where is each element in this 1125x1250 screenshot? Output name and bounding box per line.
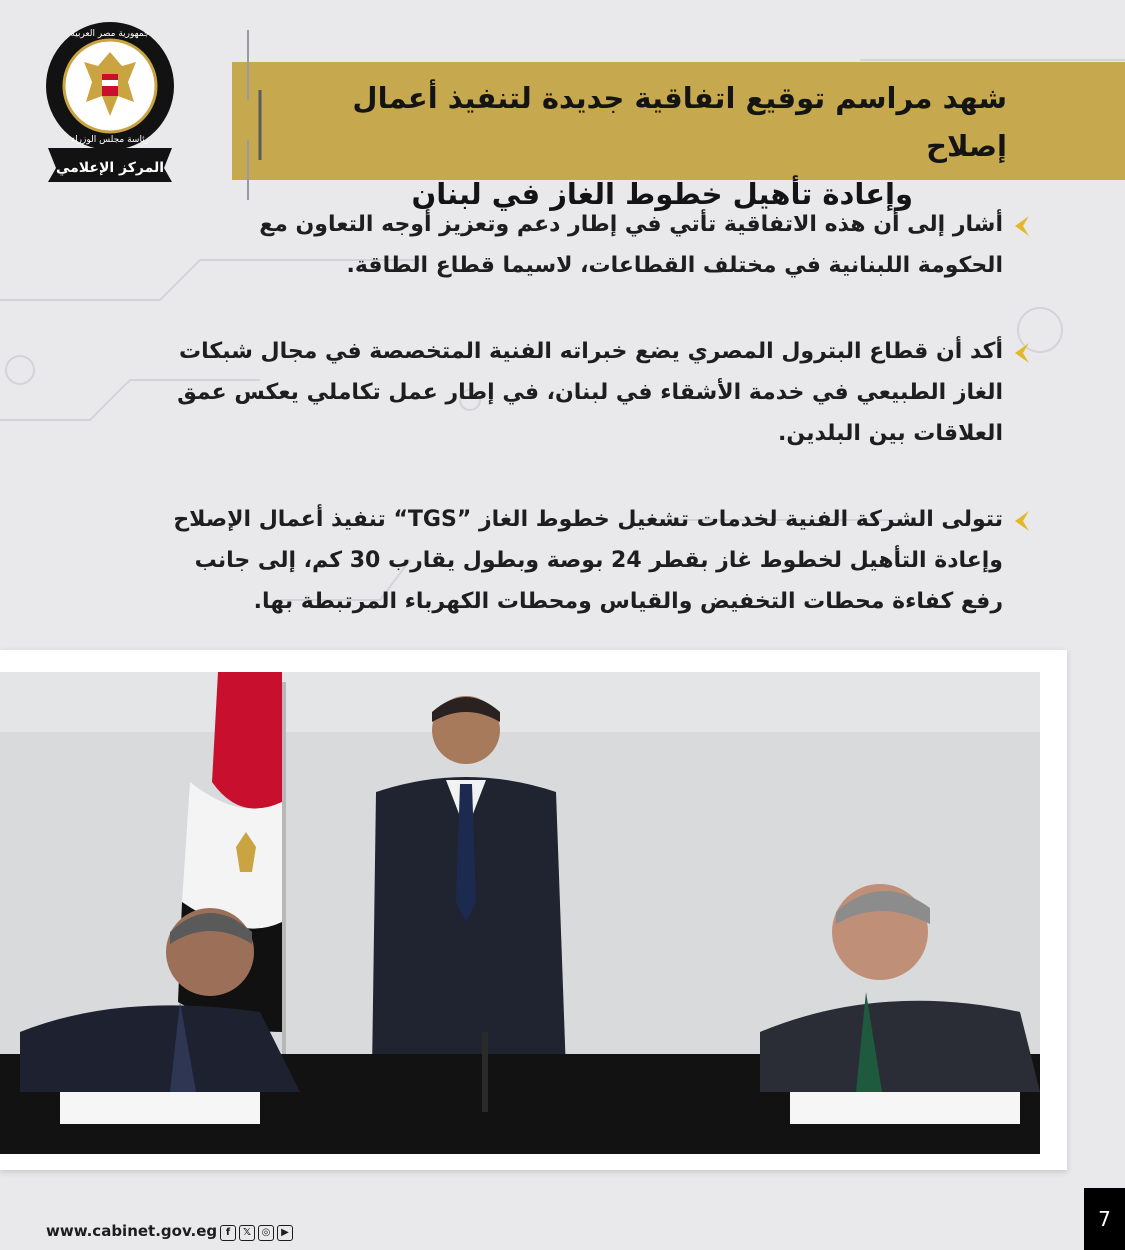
bullet-text: أشار إلى أن هذه الاتفاقية تأتي في إطار دعم وتعزيز أوجه التعاون مع الحكومة اللبنانية في مختلف القطاعات، لاسيما قطاع الطاقة. xyxy=(259,212,1003,278)
bullet-item xyxy=(173,331,1033,454)
page-title xyxy=(307,74,1007,218)
gold-arrow-icon xyxy=(1009,509,1033,533)
bullet-list xyxy=(173,204,1033,667)
bullet-text: أكد أن قطاع البترول المصري يضع خبراته الفنية المتخصصة في مجال شبكات الغاز الطبيعي في خدمة الأشقاء في لبنان، في إطار عمل تكاملي يعكس عمق العلاقات بين البلدين. xyxy=(177,339,1003,446)
logo-bottom-text: رئاسة مجلس الوزراء xyxy=(70,135,150,145)
logo-top-text: جمهورية مصر العربية xyxy=(70,29,150,39)
title-decoration xyxy=(240,30,270,200)
signing-ceremony-photo xyxy=(0,672,1040,1154)
website-url[interactable]: www.cabinet.gov.eg xyxy=(46,1222,218,1240)
gold-arrow-icon xyxy=(1009,341,1033,365)
instagram-icon[interactable]: ◎ xyxy=(258,1225,274,1241)
facebook-icon[interactable]: f xyxy=(220,1225,236,1241)
bullet-item xyxy=(173,499,1033,622)
bullet-item xyxy=(173,204,1033,286)
title-line-2: وإعادة تأهيل خطوط الغاز في لبنان xyxy=(411,177,913,211)
youtube-icon[interactable]: ▶ xyxy=(277,1225,293,1241)
gold-arrow-icon xyxy=(1009,214,1033,238)
x-icon[interactable]: 𝕏 xyxy=(239,1225,255,1241)
bullet-text: تتولى الشركة الفنية لخدمات تشغيل خطوط الغاز ”TGS“ تنفيذ أعمال الإصلاح وإعادة التأهيل لخطوط غاز بقطر 24 بوصة وبطول يقارب 30 كم، إلى جانب رفع كفاءة محطات التخفيض والقياس ومحطات الكهرباء المرتبطة بها. xyxy=(173,507,1003,614)
logo-ribbon-text: المركز الإعلامي xyxy=(55,160,165,176)
title-line-1: شهد مراسم توقيع اتفاقية جديدة لتنفيذ أعمال إصلاح xyxy=(352,81,1007,163)
social-icons xyxy=(220,1225,293,1241)
cabinet-media-center-logo xyxy=(40,16,180,186)
page-number: 7 xyxy=(1084,1188,1125,1250)
